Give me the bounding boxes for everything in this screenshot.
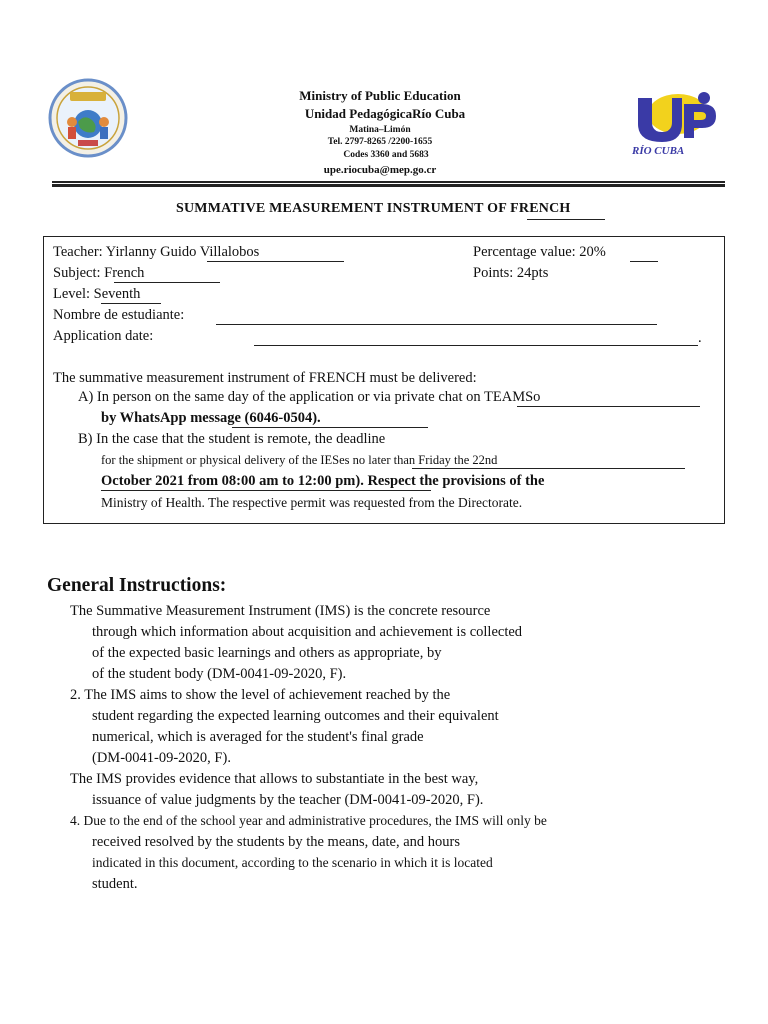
general-instructions-heading: General Instructions: — [47, 575, 227, 596]
instruction-1-line: The Summative Measurement Instrument (IMS) is the concrete resource — [70, 603, 491, 619]
logo-lettering: RÍO CUBA — [632, 145, 685, 157]
teacher-underline — [207, 261, 344, 262]
period-mark: . — [698, 330, 702, 346]
instruction-2-line: student regarding the expected learning outcomes and their equivalent — [92, 708, 499, 724]
teacher-field: Teacher: Yirlanny Guido Villalobos — [53, 244, 260, 260]
header-rule-bottom — [52, 184, 725, 187]
student-name-line — [216, 324, 657, 325]
points-field: Points: 24pts — [473, 265, 549, 281]
option-b-line4: Ministry of Health. The respective permit was requested from the Directorate. — [101, 495, 523, 510]
school-seal-logo — [48, 78, 128, 158]
ministry-name: Ministry of Public Education — [299, 88, 461, 103]
level-underline — [101, 303, 161, 304]
instruction-1-line: of the student body (DM-0041-09-2020, F). — [92, 666, 347, 682]
instruction-4-line: indicated in this document, according to the scenario in which it is located — [92, 855, 493, 870]
email: upe.riocuba@mep.go.cr — [323, 164, 437, 176]
unit-name: Unidad PedagógicaRío Cuba — [304, 106, 466, 121]
instruction-2-line: (DM-0041-09-2020, F). — [92, 750, 231, 766]
document-title: SUMMATIVE MEASUREMENT INSTRUMENT OF FRENCH — [176, 201, 571, 216]
percentage-field: Percentage value: 20% — [473, 244, 606, 260]
telephone: Tel. 2797-8265 /2200-1655 — [327, 137, 433, 147]
subject-field: Subject: French — [53, 265, 145, 281]
codes: Codes 3360 and 5683 — [343, 150, 429, 160]
student-name-field: Nombre de estudiante: — [53, 307, 185, 323]
option-a-underline — [517, 406, 700, 407]
instruction-4-line: 4. Due to the end of the school year and administrative procedures, the IMS will only be — [70, 813, 547, 828]
level-value: Seventh — [93, 286, 141, 302]
delivery-intro: The summative measurement instrument of FRENCH must be delivered: — [53, 370, 477, 386]
instruction-2-line: numerical, which is averaged for the student's final grade — [92, 729, 424, 745]
option-a-line1: A) In person on the same day of the application or via private chat on TEAMSo — [78, 389, 541, 405]
up-rio-cuba-logo — [624, 88, 728, 160]
option-b-line1: B) In the case that the student is remote, the deadline — [78, 431, 386, 447]
option-b2-underline — [412, 468, 685, 469]
instruction-2-line: 2. The IMS aims to show the level of achievement reached by the — [70, 687, 451, 703]
instruction-4-line: received resolved by the students by the means, date, and hours — [92, 834, 461, 850]
instruction-4-line: student. — [92, 876, 138, 892]
application-date-line — [254, 345, 698, 346]
instruction-3-line: issuance of value judgments by the teacher (DM-0041-09-2020, F). — [92, 792, 484, 808]
option-b-line2: for the shipment or physical delivery of the IESes no later than Friday the 22nd — [101, 453, 498, 467]
subject-underline — [114, 282, 220, 283]
instruction-1-line: of the expected basic learnings and others as appropriate, by — [92, 645, 442, 661]
percentage-underline — [630, 261, 658, 262]
instruction-3-line: The IMS provides evidence that allows to substantiate in the best way, — [70, 771, 479, 787]
option-b-line3: October 2021 from 08:00 am to 12:00 pm). Respect the provisions of the — [101, 473, 545, 489]
option-b3-underline — [101, 490, 431, 491]
option-a2-underline — [232, 427, 428, 428]
location: Matina–Limón — [349, 125, 411, 135]
application-date-field: Application date: — [53, 328, 154, 344]
option-a-line2: by WhatsApp message (6046-0504). — [101, 410, 321, 426]
level-field — [53, 286, 140, 303]
instruction-1-line: through which information about acquisition and achievement is collected — [92, 624, 523, 640]
level-label: Level: — [53, 286, 94, 302]
title-underline — [527, 219, 605, 220]
header-rule-top — [52, 181, 725, 183]
